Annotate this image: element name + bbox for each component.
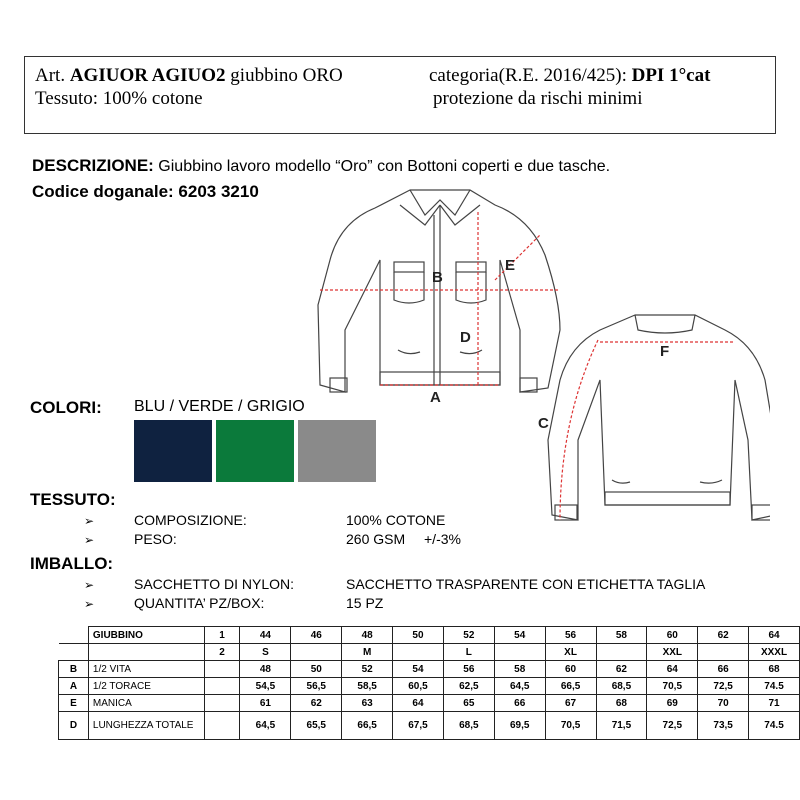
table-row: A 1/2 TORACE 54,5 56,5 58,5 60,5 62,5 64,5 66,5 68,5 70,5 72,5 74.5 [59,678,800,695]
table-header-row: GIUBBINO 1 44 46 48 50 52 54 56 58 60 62 64 [59,627,800,644]
table-row: B 1/2 VITA 48 50 52 54 56 58 60 62 64 66 68 [59,661,800,678]
protection-line: protezione da rischi minimi [433,88,643,109]
description-text: Giubbino lavoro modello “Oro” con Bottoni coperti e due tasche. [158,158,611,175]
description-label: DESCRIZIONE: [32,156,154,175]
colors-label: COLORI: [30,398,102,417]
label-f: F [660,343,670,360]
description [32,156,610,176]
colors-value: BLU / VERDE / GRIGIO [134,398,305,415]
label-b: B [432,269,443,286]
swatch-grey [298,420,376,482]
label-e: E [505,257,516,274]
art-name: giubbino ORO [230,65,343,86]
arrow-bullet-icon: ➢ [84,533,95,547]
packaging-row: ➢ QUANTITA’ PZ/BOX: 15 PZ [84,595,384,611]
size-table [58,626,800,740]
fabric-line: Tessuto: 100% cotone [35,88,203,109]
category-value: DPI 1°cat [631,65,711,86]
table-row: E MANICA 61 62 63 64 65 66 67 68 69 70 71 [59,695,800,712]
table-row: D LUNGHEZZA TOTALE 64,5 65,5 66,5 67,5 68,5 69,5 70,5 71,5 72,5 73,5 74.5 [59,712,800,740]
fabric-row: ➢ PESO: 260 GSM +/-3% [84,531,461,547]
packaging-row: ➢ SACCHETTO DI NYLON: SACCHETTO TRASPARENTE CON ETICHETTA TAGLIA [84,576,706,592]
packaging-title: IMBALLO: [30,554,114,573]
arrow-bullet-icon: ➢ [84,597,95,611]
article-line [35,65,343,87]
front-jacket-body [318,190,560,392]
header-box [24,56,776,134]
label-a: A [430,389,441,406]
back-jacket-body [548,315,770,520]
fabric-title: TESSUTO: [30,490,116,509]
swatch-blue [134,420,212,482]
swatch-green [216,420,294,482]
art-code: AGIUOR AGIUO2 [69,65,226,86]
category-line [429,65,710,87]
customs-code: Codice doganale: 6203 3210 [32,182,259,201]
label-d: D [460,329,471,346]
arrow-bullet-icon: ➢ [84,578,95,592]
arrow-bullet-icon: ➢ [84,514,95,528]
jacket-diagram [300,180,770,540]
label-c: C [538,415,549,432]
art-prefix: Art. [35,65,66,86]
table-header-row: 2 S M L XL XXL XXXL [59,644,800,661]
category-prefix: categoria(R.E. 2016/425): [429,65,627,86]
fabric-row: ➢ COMPOSIZIONE: 100% COTONE [84,512,446,528]
